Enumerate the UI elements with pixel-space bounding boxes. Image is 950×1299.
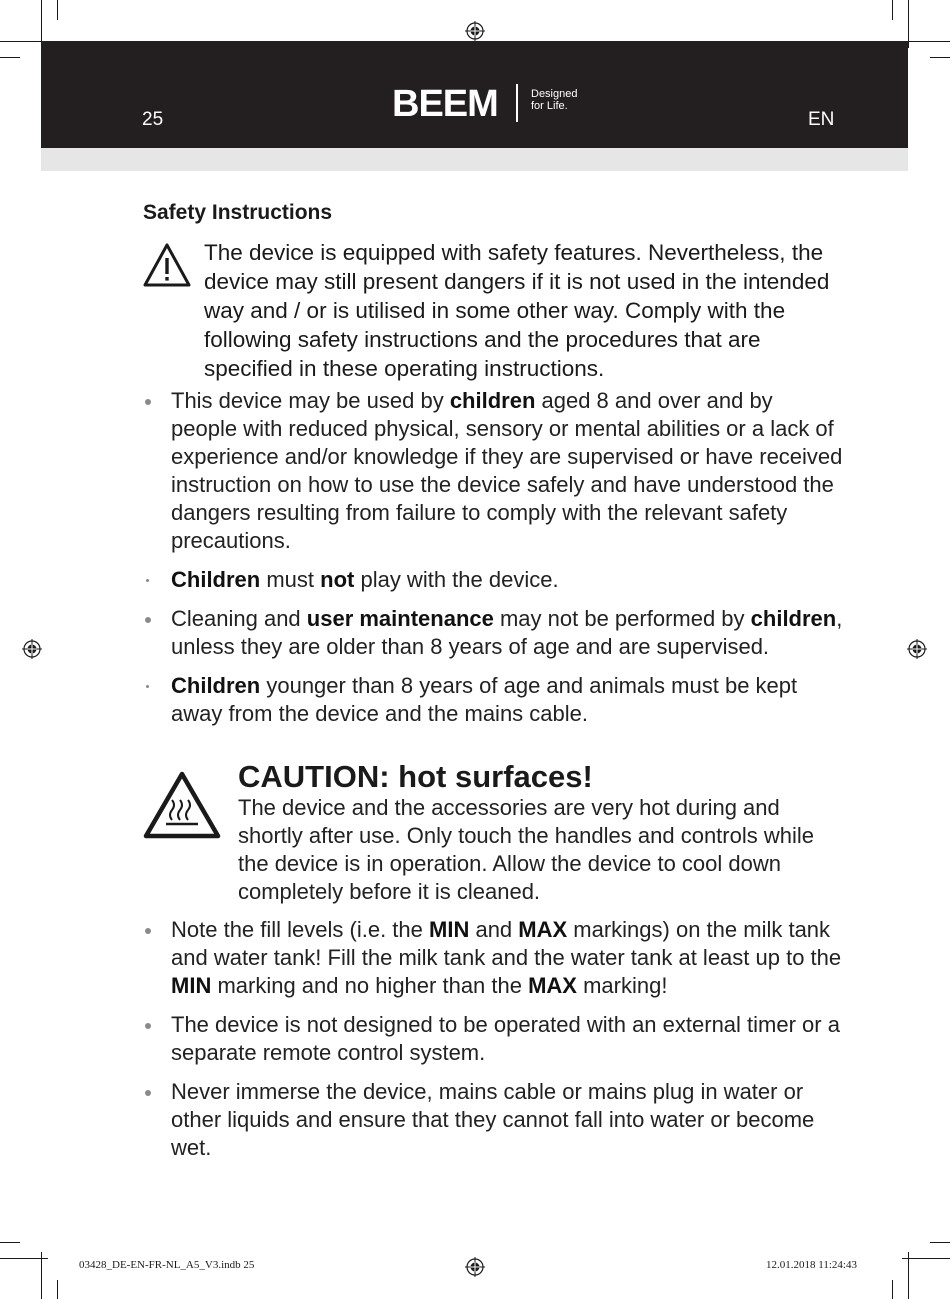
list-item: [143, 1078, 843, 1162]
caution-title: CAUTION: hot surfaces!: [238, 759, 593, 794]
tagline-line: Designed: [531, 88, 578, 100]
bullet-text: younger than 8 years of age and animals must be kept away from the device and the mains cable.: [171, 673, 798, 726]
bullet-emphasis: children: [750, 606, 837, 631]
bullet-list: [143, 916, 843, 1173]
bullet-text: aged 8 and over and by people with reduced physical, sensory or mental abilities or a lack of experience and/or knowledge if they are supervised or have received instruction on how to use the device safely and have understood the dangers resulting from failure to comply with the relevant safety precautions.: [171, 388, 843, 553]
bullet-text: may not be performed by: [493, 606, 751, 631]
crop-mark: [0, 57, 20, 58]
crop-mark: [57, 1280, 58, 1299]
bullet-text: This device may be used by: [171, 388, 450, 413]
bullet-text: The device is not designed to be operated with an external timer or a separate remote control system.: [171, 1012, 840, 1065]
list-item: [143, 916, 843, 1000]
list-item: [143, 672, 843, 728]
warning-text: The device is equipped with safety features. Nevertheless, the device may still present dangers if it is not used in the intended way and / or is utilised in some other way. Comply with the following safety instructions and the procedures that are specified in these operating instructions.: [204, 240, 830, 381]
language-code: EN: [808, 109, 835, 130]
bullet-text: Note the fill levels (i.e. the: [171, 917, 430, 942]
bullet-emphasis: MIN: [171, 973, 212, 998]
bullet-text: marking!: [576, 973, 668, 998]
crop-mark: [930, 57, 950, 58]
list-item: [143, 566, 843, 594]
bullet-emphasis: Children: [171, 673, 261, 698]
warning-icon: [142, 242, 192, 288]
crop-mark: [892, 1280, 893, 1299]
bullet-text: Never immerse the device, mains cable or mains plug in water or other liquids and ensure that they cannot fall into water or become wet.: [171, 1079, 815, 1160]
list-item: [143, 387, 843, 555]
registration-mark-icon: [465, 1257, 485, 1277]
header-strip: [41, 148, 908, 171]
page-number: 25: [142, 109, 164, 130]
crop-mark: [902, 1258, 950, 1259]
crop-mark: [41, 1252, 42, 1299]
caution-text: The device and the accessories are very hot during and shortly after use. Only touch the handles and controls while the device is in operation. Allow the device to cool down completely before it is cleaned.: [238, 795, 814, 904]
bullet-text: marking and no higher than the: [211, 973, 529, 998]
bullet-text: and: [469, 917, 519, 942]
bullet-list: [143, 387, 843, 728]
brand-divider: [516, 84, 518, 122]
crop-mark: [930, 1242, 950, 1243]
print-slug-date: 12.01.2018 11:24:43: [766, 1259, 857, 1271]
list-item: [143, 605, 843, 661]
bullet-text: must: [260, 567, 321, 592]
bullet-emphasis: not: [320, 567, 355, 592]
bullet-emphasis: children: [449, 388, 536, 413]
registration-mark-icon: [465, 21, 485, 41]
registration-mark-icon: [22, 639, 42, 659]
bullet-emphasis: user maintenance: [306, 606, 494, 631]
brand-logo: BEEM: [392, 83, 498, 125]
hot-surface-warning-icon: [142, 770, 222, 840]
bullet-emphasis: Children: [171, 567, 261, 592]
crop-mark: [908, 1252, 909, 1299]
bullet-text: Cleaning and: [171, 606, 307, 631]
crop-mark: [908, 0, 909, 48]
crop-mark: [57, 0, 58, 20]
bullet-emphasis: MAX: [528, 973, 577, 998]
brand-tagline: [531, 88, 601, 112]
crop-mark: [0, 1242, 20, 1243]
crop-mark: [902, 41, 950, 42]
print-slug-file: 03428_DE-EN-FR-NL_A5_V3.indb 25: [79, 1259, 255, 1271]
bullet-text: , unless they are older than 8 years of age and are supervised.: [171, 606, 843, 659]
list-item: [143, 1011, 843, 1067]
bullet-emphasis: MIN: [429, 917, 470, 942]
bullet-text: play with the device.: [354, 567, 559, 592]
section-title: Safety Instructions: [143, 201, 333, 224]
registration-mark-icon: [907, 639, 927, 659]
bullet-emphasis: MAX: [518, 917, 568, 942]
tagline-line: for Life.: [531, 100, 568, 112]
bullet-text: markings) on the milk tank and water tank! Fill the milk tank and the water tank at least up to the: [171, 917, 842, 970]
crop-mark: [892, 0, 893, 20]
